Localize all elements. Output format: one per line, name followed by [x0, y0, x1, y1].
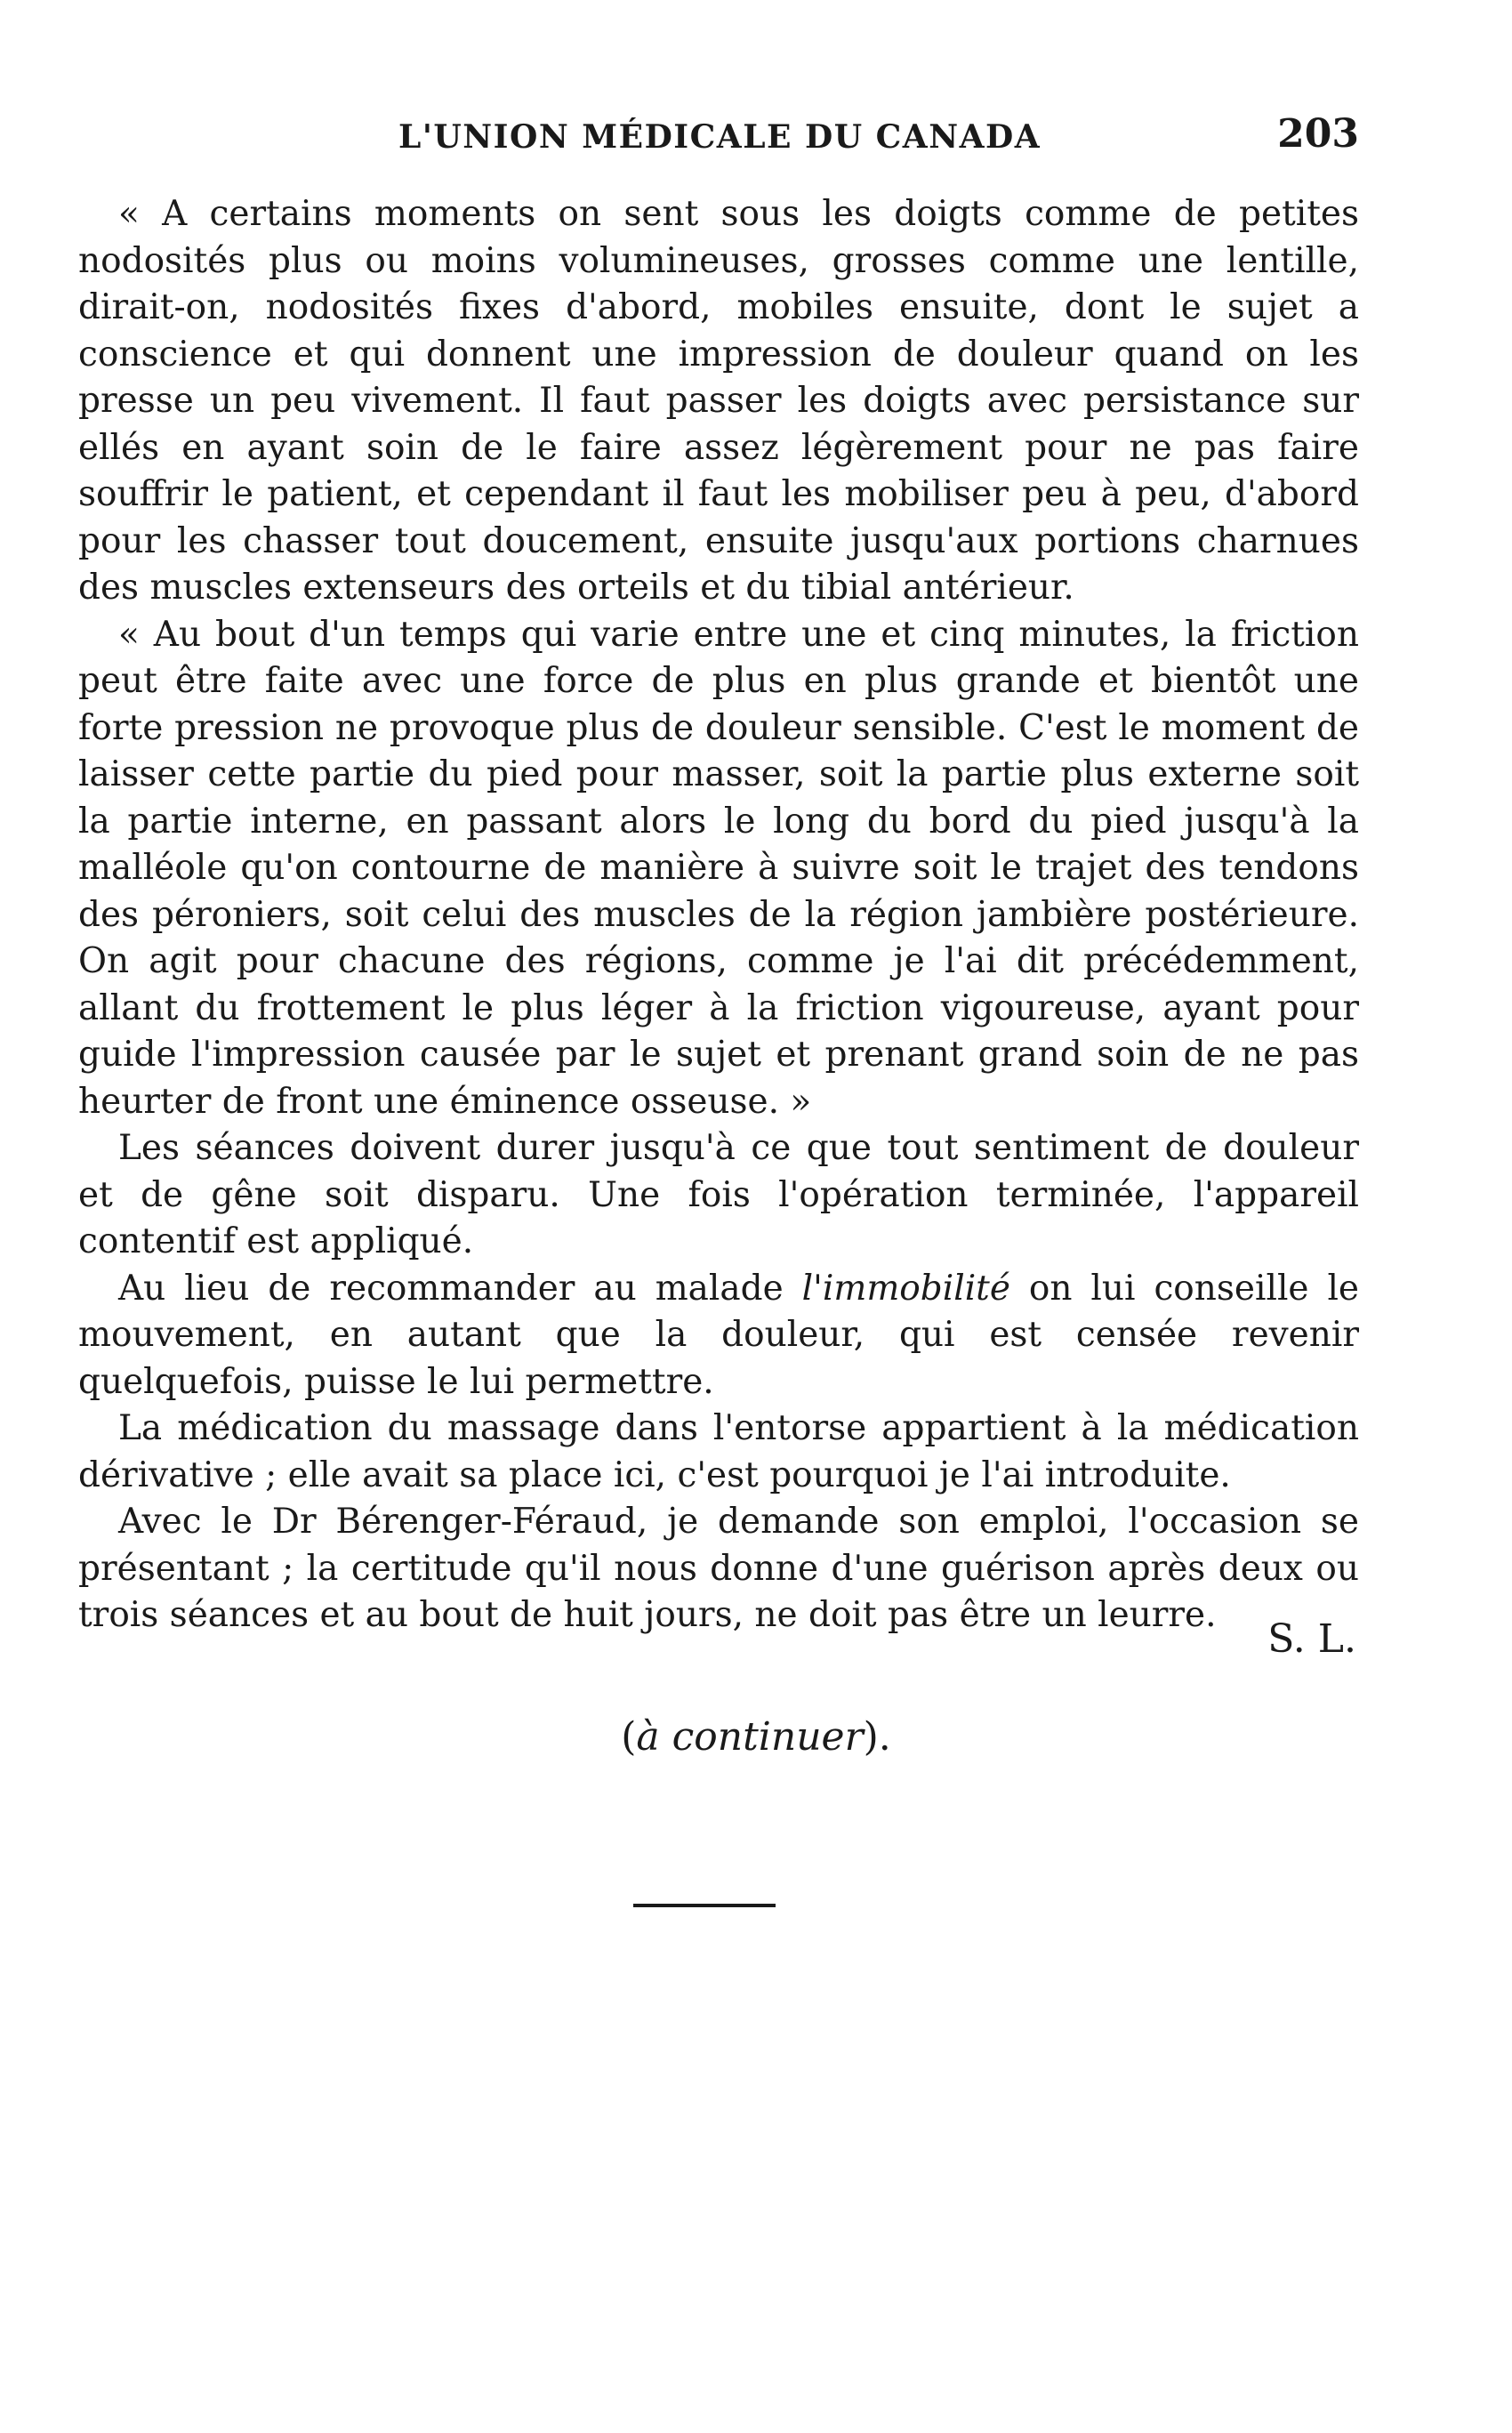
- paragraph-seances: Les séances doivent durer jusqu'à ce que tout sentiment de douleur et de gêne soit disparu. Une fois l'opération terminée, l'appareil contentif est appliqué.: [78, 1128, 1359, 1261]
- emphasis-immobilite: l'immobilité: [801, 1268, 1010, 1309]
- paragraph-mouvement: [78, 1266, 1359, 1406]
- continuation-open: (: [621, 1714, 637, 1760]
- page-number: 203: [1277, 111, 1359, 157]
- paragraph-medication: La médication du massage dans l'entorse appartient à la médication dérivative ; elle avait sa place ici, c'est pourquoi je l'ai introduite.: [78, 1408, 1359, 1495]
- end-rule-divider: [633, 1904, 776, 1907]
- running-header: [78, 111, 1359, 165]
- paragraph-mouvement-rest: on lui conseille le mouvement, en autant que la douleur, qui est censée revenir quelquefois, puisse le lui permettre.: [78, 1268, 1360, 1402]
- journal-title: L'UNION MÉDICALE DU CANADA: [398, 118, 1042, 156]
- paragraph-mouvement-lead: Au lieu de recommander au malade: [118, 1268, 802, 1309]
- paragraph-friction: « Au bout d'un temps qui varie entre une et cinq minutes, la friction peut être faite avec une force de plus en plus grande et bientôt une forte pression ne provoque plus de douleur sensible. C'est le moment de laisser cette partie du pied pour masser, soit la partie plus externe soit la partie interne, en passant alors le long du bord du pied jusqu'à la malléole qu'on contourne de manière à suivre soit le trajet des tendons des péroniers, soit celui des muscles de la région jambière postérieure. On agit pour chacune des régions, comme je l'ai dit précédemment, allant du frottement le plus léger à la friction vigoureuse, ayant pour guide l'impression causée par le sujet et prenant grand soin de ne pas heurter de front une éminence osseuse. »: [78, 614, 1359, 1122]
- continuation-word: à continuer: [636, 1714, 864, 1760]
- article-body: [78, 191, 1359, 1639]
- continuation-close: ).: [863, 1714, 891, 1760]
- paragraph-berenger-feraud: Avec le Dr Bérenger-Féraud, je demande son emploi, l'occasion se présentant ; la certitude qu'il nous donne d'une guérison après deux ou trois séances et au bout de huit jours, ne doit pas être un leurre.: [78, 1502, 1359, 1635]
- author-signature: S. L.: [1267, 1616, 1356, 1662]
- paragraph-nodosites: « A certains moments on sent sous les doigts comme de petites nodosités plus ou moins volumineuses, grosses comme une lentille, dirait-on, nodosités fixes d'abord, mobiles ensuite, dont le sujet a conscience et qui donnent une impression de douleur quand on les presse un peu vivement. Il faut passer les doigts avec persistance sur ellés en ayant soin de le faire assez légèrement pour ne pas faire souffrir le patient, et cependant il faut les mobiliser peu à peu, d'abord pour les chasser tout doucement, ensuite jusqu'aux portions charnues des muscles extenseurs des orteils et du tibial antérieur.: [78, 194, 1359, 608]
- continuation-note: [0, 1714, 1512, 1760]
